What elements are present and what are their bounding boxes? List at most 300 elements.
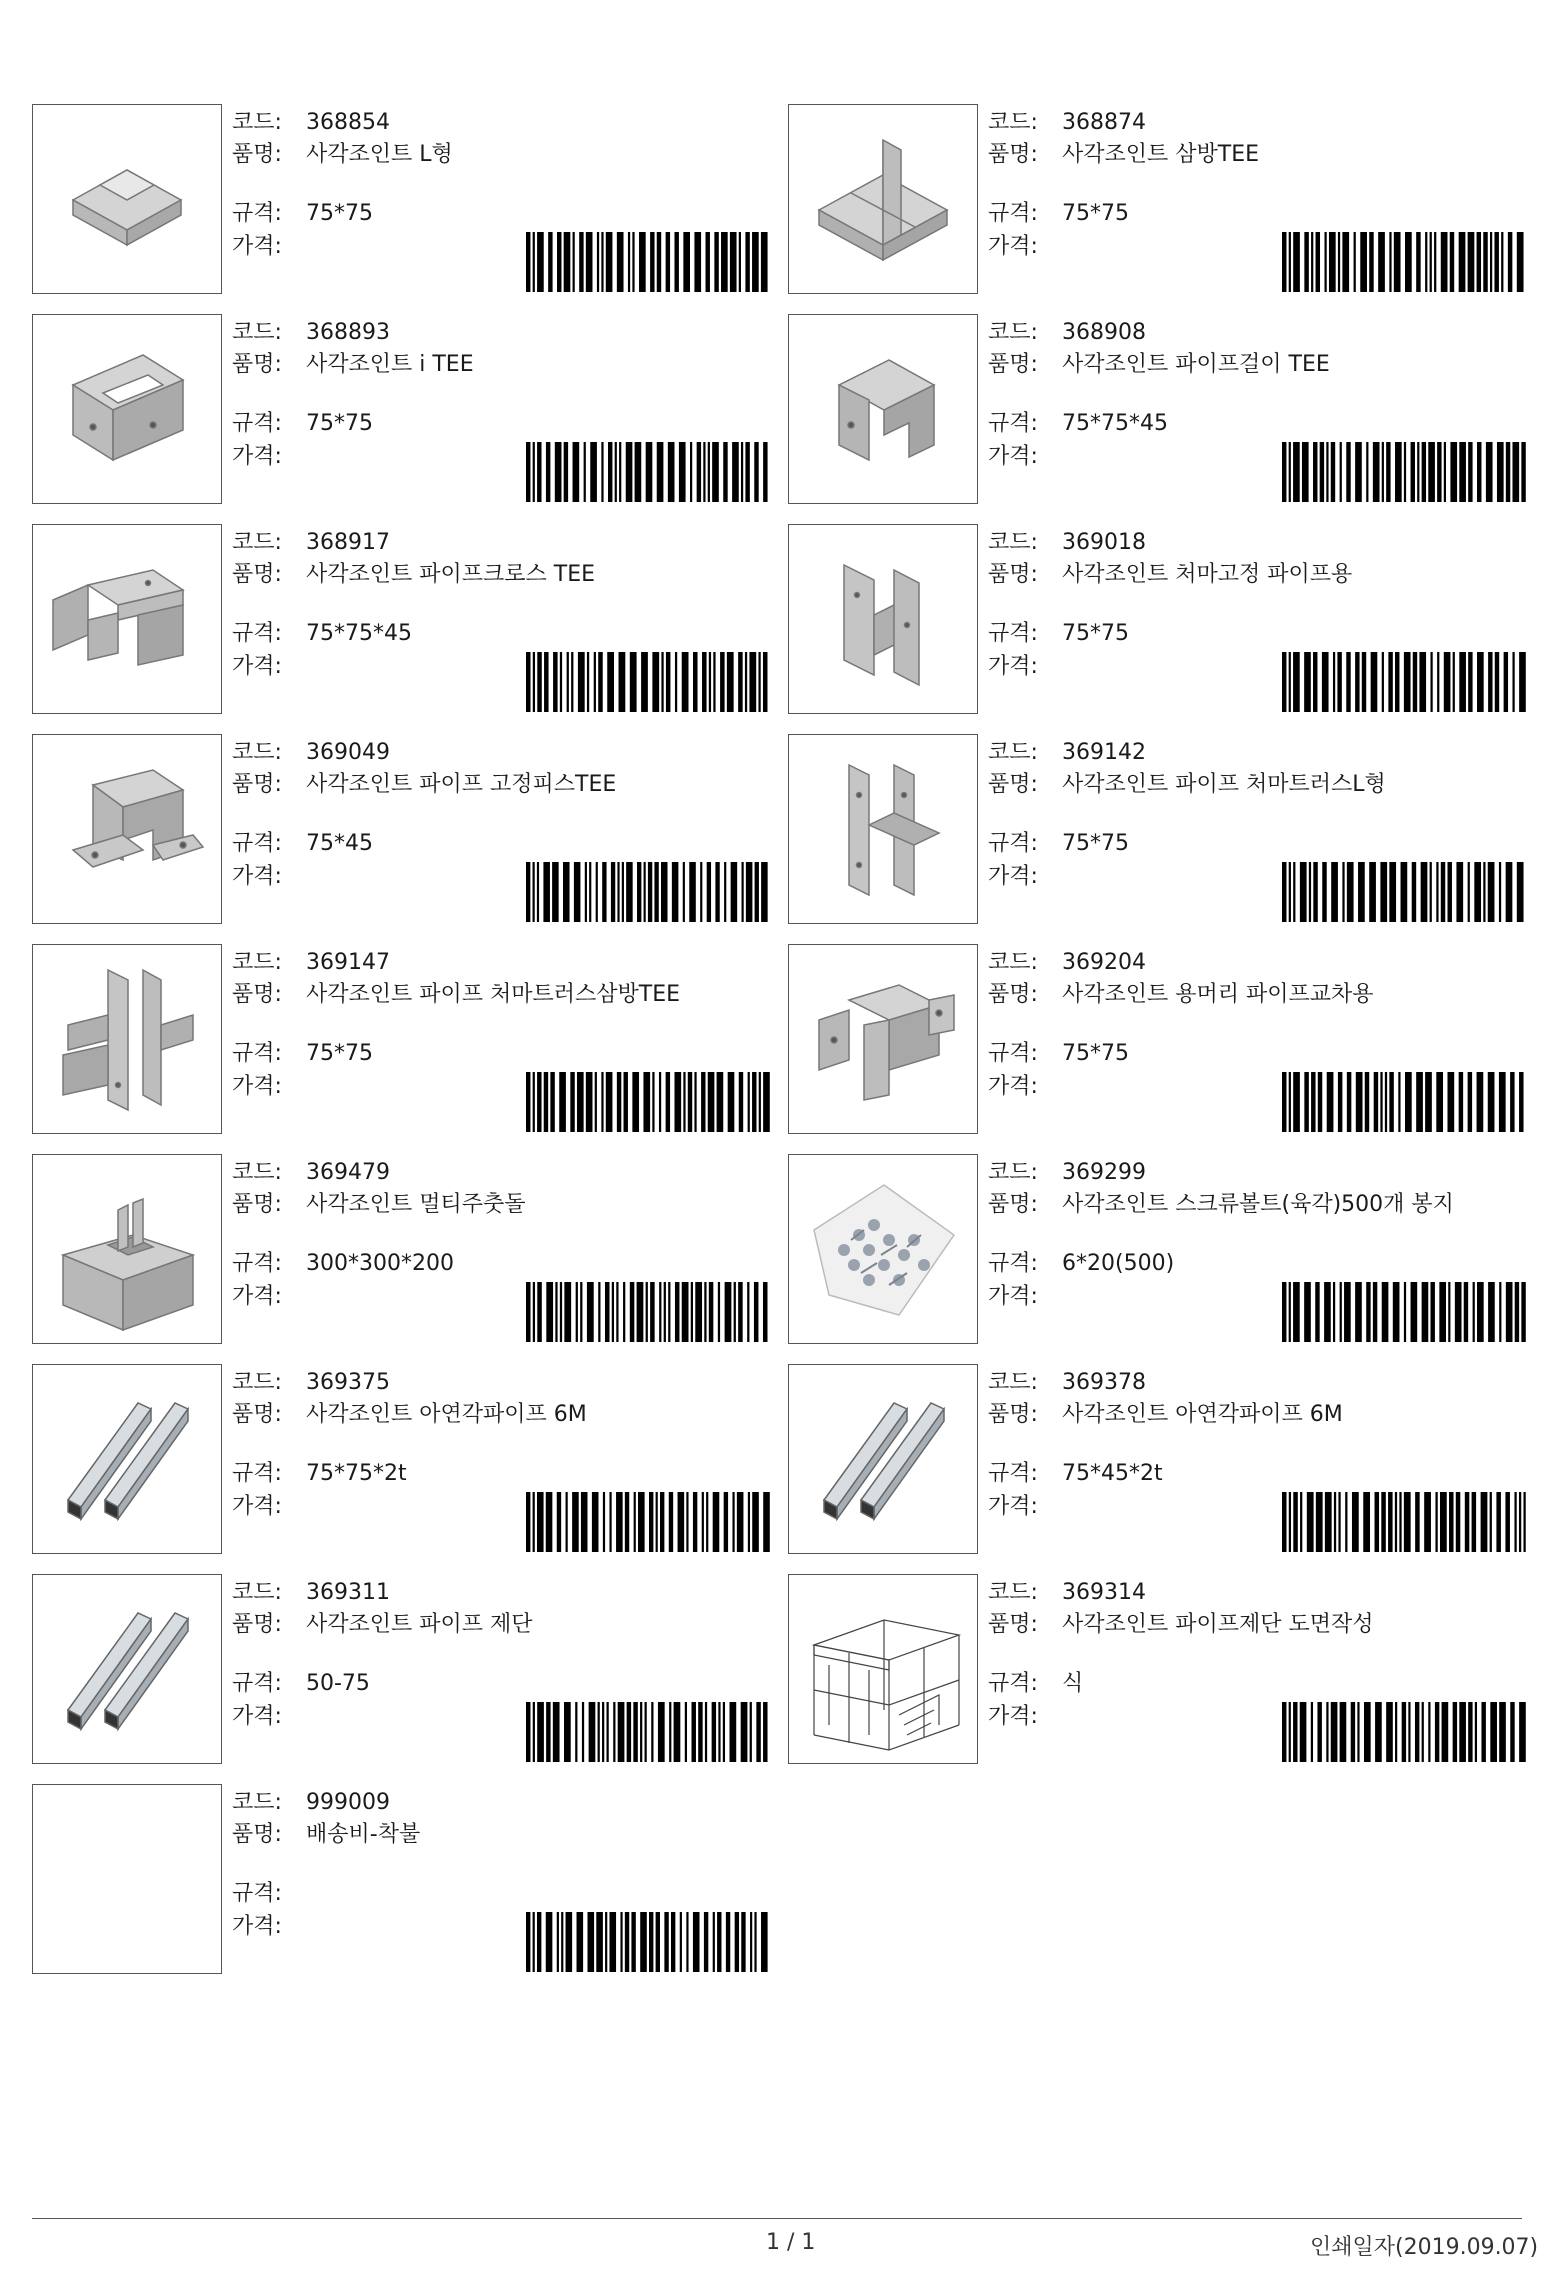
barcode-bar [686,1492,688,1552]
barcode-bar [578,652,585,712]
barcode-bar [1366,442,1368,502]
barcode-bar [1386,442,1390,502]
barcode-bar [560,652,562,712]
barcode-bar [526,652,531,712]
barcode-bar [1293,1282,1300,1342]
barcode-bar [1495,652,1499,712]
barcode-bar [725,1282,732,1342]
name-line [232,982,777,1008]
spec-label: 규격: [232,1041,282,1066]
product-image [788,1574,978,1764]
barcode-bar [1483,232,1487,292]
barcode-bar [546,1282,553,1342]
barcode-bar [526,232,530,292]
spec-line [988,201,1129,227]
spec-label: 규격: [232,201,282,226]
name-line [988,1192,1533,1218]
barcode-bar [755,862,759,922]
barcode-bar [690,442,692,502]
barcode-bar [1488,1072,1495,1132]
barcode-bar [533,232,535,292]
barcode-bar [1488,1282,1495,1342]
barcode-bar [1311,1702,1313,1762]
name-value: 사각조인트 처마고정 파이프용 [1062,562,1353,587]
barcode-bar [580,1282,582,1342]
barcode-bar [1293,1702,1297,1762]
barcode-bar [548,232,552,292]
price-line [232,1494,306,1520]
barcode-bar [596,1912,603,1972]
barcode-bar [1300,1492,1302,1552]
barcode-bar [1405,232,1412,292]
name-label: 품명: [988,1612,1038,1637]
barcode-bar [1380,862,1387,922]
barcode-bar [1282,1072,1286,1132]
product-card [788,1574,1526,1766]
price-label: 가격: [232,444,282,469]
barcode-bar [646,442,653,502]
barcode [526,1072,772,1132]
barcode-bar [632,232,634,292]
barcode-bar [639,232,646,292]
spec-line [232,1881,306,1907]
barcode-bar [1340,1282,1342,1342]
product-card [788,944,1526,1136]
barcode-bar [704,1912,708,1972]
spec-label: 규격: [988,1041,1038,1066]
barcode-bar [1354,232,1356,292]
barcode-bar [638,1492,645,1552]
barcode-bar [695,1282,702,1342]
barcode-bar [706,1492,708,1552]
barcode-bar [741,1912,745,1972]
barcode-bar [650,1282,655,1342]
barcode-bar [1371,652,1378,712]
barcode-bar [1459,442,1466,502]
barcode-bar [1490,232,1492,292]
spec-value: 75*75*45 [306,621,412,646]
barcode-bar [544,1072,548,1132]
code-line [988,1160,1146,1186]
barcode-bar [1501,232,1503,292]
barcode-bar [1512,442,1519,502]
barcode-bar [1313,652,1317,712]
barcode [1282,442,1528,502]
barcode-bar [1499,1702,1506,1762]
barcode-bar [1506,862,1513,922]
name-line [988,142,1533,168]
barcode-bar [624,1072,628,1132]
name-label: 품명: [988,1192,1038,1217]
barcode [526,442,772,502]
product-grid [32,104,1552,2004]
barcode-bar [616,1492,623,1552]
barcode-bar [702,652,707,712]
barcode-bar [584,442,586,502]
barcode-bar [1360,232,1367,292]
barcode-bar [685,1702,687,1762]
barcode-bar [1375,1492,1380,1552]
name-line [988,352,1533,378]
spec-value: 75*75*2t [306,1461,407,1486]
barcode-bar [1289,862,1291,922]
code-line [988,740,1146,766]
barcode [1282,1702,1528,1762]
barcode-bar [559,1072,566,1132]
barcode-bar [589,862,591,922]
barcode-bar [1505,1492,1510,1552]
barcode-bar [664,1912,668,1972]
barcode-bar [1320,442,1324,502]
barcode-bar [1517,862,1524,922]
barcode-bar [649,1912,653,1972]
barcode-bar [728,1072,735,1132]
code-line [232,320,390,346]
barcode-bar [741,1702,748,1762]
code-line [988,950,1146,976]
barcode-bar [1404,1492,1411,1552]
barcode-bar [1481,1492,1488,1552]
code-line [232,1370,390,1396]
barcode-bar [1309,862,1311,922]
barcode-bar [1388,652,1392,712]
code-label: 코드: [232,950,282,975]
barcode-bar [550,1072,554,1132]
barcode-bar [564,1282,571,1342]
barcode-bar [1362,652,1366,712]
spec-label: 규격: [988,201,1038,226]
barcode-bar [664,1282,666,1342]
barcode-bar [587,1282,594,1342]
spec-value: 50-75 [306,1671,370,1696]
spec-value: 75*75 [1062,1041,1129,1066]
barcode-bar [1510,1702,1514,1762]
barcode-bar [1388,1492,1393,1552]
spec-label: 규격: [988,1251,1038,1276]
barcode-bar [1402,1702,1406,1762]
barcode-bar [679,442,686,502]
barcode-bar [1399,1492,1401,1552]
barcode-bar [598,1282,600,1342]
barcode-bar [598,1702,600,1762]
barcode-bar [723,442,727,502]
barcode-bar [1289,652,1291,712]
barcode-bar [1436,862,1438,922]
barcode-bar [1289,1072,1291,1132]
barcode-bar [1408,1702,1410,1762]
code-label: 코드: [232,110,282,135]
code-line [232,1790,390,1816]
product-image [32,104,222,294]
barcode-bar [597,232,599,292]
barcode-bar [1459,232,1466,292]
barcode-bar [754,442,758,502]
barcode-bar [1430,1282,1434,1342]
barcode-bar [1440,1492,1447,1552]
barcode-bar [1404,652,1411,712]
barcode-bar [1436,1072,1443,1132]
barcode-bar [1302,442,1309,502]
barcode-bar [546,1912,553,1972]
barcode-bar [1455,1282,1462,1342]
barcode-bar [713,1912,715,1972]
barcode-bar [694,1072,696,1132]
barcode-bar [1442,1702,1449,1762]
barcode-bar [1338,1072,1342,1132]
name-line [232,1612,777,1638]
barcode-bar [602,1702,604,1762]
barcode-bar [595,1072,597,1132]
barcode-bar [1494,232,1498,292]
name-value: 사각조인트 스크류볼트(육각)500개 봉지 [1062,1192,1454,1217]
barcode-bar [1342,232,1349,292]
product-card [32,1574,770,1766]
barcode-bar [730,232,737,292]
barcode-bar [1311,1072,1315,1132]
name-label: 품명: [232,1612,282,1637]
barcode-bar [1373,442,1380,502]
name-value: 사각조인트 삼방TEE [1062,142,1259,167]
barcode-bar [1369,232,1373,292]
barcode [526,1912,772,1972]
code-value: 369299 [1062,1160,1146,1185]
name-label: 품명: [988,1402,1038,1427]
barcode-bar [1468,652,1472,712]
barcode-bar [750,1702,752,1762]
name-label: 품명: [988,982,1038,1007]
barcode-bar [1289,1492,1291,1552]
barcode-bar [1289,1702,1291,1762]
barcode-bar [1374,1072,1378,1132]
barcode-bar [617,232,624,292]
barcode-bar [745,232,749,292]
barcode-bar [1464,1282,1468,1342]
barcode-bar [607,1702,609,1762]
barcode-bar [724,862,726,922]
product-card [32,524,770,716]
barcode-bar [618,1702,625,1762]
barcode-bar [1313,862,1317,922]
barcode-bar [620,1912,622,1972]
price-label: 가격: [232,1074,282,1099]
barcode-bar [1347,1072,1351,1132]
barcode-bar [564,232,571,292]
barcode-bar [582,1702,584,1762]
barcode-bar [1293,652,1300,712]
barcode-bar [566,1912,573,1972]
barcode-bar [646,1282,648,1342]
code-line [232,950,390,976]
barcode-bar [1289,232,1291,292]
spec-line [232,831,373,857]
barcode-bar [1329,232,1336,292]
barcode-bar [732,442,739,502]
name-value: 배송비-착불 [306,1822,421,1847]
price-label: 가격: [232,1914,282,1939]
barcode-bar [1398,1072,1400,1132]
barcode-bar [537,1072,541,1132]
barcode-bar [1322,652,1329,712]
barcode-bar [588,1912,595,1972]
barcode-bar [697,442,701,502]
barcode-bar [560,1282,562,1342]
barcode-bar [1340,1702,1347,1762]
barcode-bar [738,652,743,712]
barcode-bar [1342,862,1344,922]
barcode-bar [1395,652,1399,712]
barcode-bar [628,232,630,292]
barcode-bar [635,442,642,502]
barcode-bar [537,442,541,502]
barcode-bar [659,1282,661,1342]
name-line [232,1822,777,1848]
barcode-bar [1422,1282,1429,1342]
barcode-bar [1424,1492,1431,1552]
barcode-bar [581,1492,588,1552]
barcode-bar [606,1072,613,1132]
barcode-bar [608,442,612,502]
product-image [788,1364,978,1554]
barcode-bar [735,1912,739,1972]
spec-label: 규격: [988,1461,1038,1486]
name-line [988,562,1533,588]
barcode-bar [617,862,619,922]
product-card [32,734,770,926]
barcode-bar [1517,232,1524,292]
barcode-bar [756,1702,760,1762]
code-value: 369314 [1062,1580,1146,1605]
barcode-bar [1450,442,1457,502]
name-label: 품명: [988,142,1038,167]
barcode-bar [680,1912,682,1972]
barcode-bar [1282,442,1286,502]
barcode-bar [1401,862,1408,922]
barcode-bar [1488,862,1495,922]
barcode-bar [557,232,561,292]
barcode-bar [1338,1492,1340,1552]
barcode-bar [717,1912,721,1972]
barcode-bar [537,1702,544,1762]
barcode-bar [717,1072,724,1132]
price-label: 가격: [232,864,282,889]
barcode-bar [672,862,679,922]
barcode-bar [703,442,705,502]
barcode-bar [1311,232,1313,292]
barcode-bar [571,652,573,712]
spec-value: 6*20(500) [1062,1251,1175,1276]
barcode-bar [1326,1702,1328,1762]
barcode-bar [1435,1702,1439,1762]
barcode-bar [1405,1072,1412,1132]
barcode-bar [555,1282,557,1342]
barcode-bar [683,1072,685,1132]
barcode-bar [758,652,760,712]
barcode-bar [1430,862,1432,922]
barcode-bar [1293,232,1300,292]
barcode-bar [1450,232,1454,292]
product-card [788,1364,1526,1556]
barcode-bar [526,862,530,922]
barcode-bar [1453,1702,1457,1762]
code-value: 369018 [1062,530,1146,555]
barcode-bar [1346,652,1350,712]
code-line [232,1580,390,1606]
product-image [788,1154,978,1344]
barcode-bar [1441,232,1448,292]
price-line [988,444,1062,470]
spec-line [988,1041,1129,1067]
spec-value: 75*75 [1062,621,1129,646]
barcode-bar [625,1492,629,1552]
name-line [232,562,777,588]
barcode-bar [1459,1702,1466,1762]
barcode-bar [1389,232,1391,292]
price-line [988,234,1062,260]
spec-value: 75*75 [306,411,373,436]
barcode-bar [592,1492,599,1552]
barcode-bar [601,1072,603,1132]
barcode-bar [1356,1072,1363,1132]
name-value: 사각조인트 멀티주춧돌 [306,1192,526,1217]
barcode-bar [1331,1702,1338,1762]
code-value: 368854 [306,110,390,135]
barcode-bar [661,862,668,922]
spec-value: 75*75*45 [1062,411,1168,436]
barcode-bar [666,232,670,292]
spec-line [232,1671,370,1697]
spec-value: 75*75 [306,1041,373,1066]
barcode-bar [686,1912,688,1972]
page-number: 1 / 1 [766,2230,816,2255]
barcode [526,862,772,922]
barcode-bar [1293,1492,1298,1552]
barcode-bar [643,1072,650,1132]
spec-line [232,1461,407,1487]
barcode-bar [763,1282,768,1342]
barcode-bar [1411,1282,1418,1342]
barcode-bar [1519,1702,1526,1762]
barcode-bar [1441,862,1445,922]
barcode-bar [606,232,613,292]
code-line [232,110,390,136]
price-line [232,1914,306,1940]
price-label: 가격: [988,654,1038,679]
spec-line [988,831,1129,857]
barcode-bar [1344,1282,1351,1342]
barcode-bar [626,442,633,502]
barcode-bar [611,862,615,922]
barcode-bar [533,862,535,922]
barcode-bar [552,862,559,922]
barcode-bar [637,862,641,922]
product-card [32,1784,770,1976]
product-image [32,314,222,504]
barcode-bar [748,1492,750,1552]
barcode-bar [1515,1282,1519,1342]
barcode-bar [649,1492,653,1552]
barcode-bar [1521,1282,1525,1342]
spec-line [988,1251,1174,1277]
name-value: 사각조인트 아연각파이프 6M [1062,1402,1343,1427]
barcode-bar [609,1492,611,1552]
barcode-bar [637,1282,644,1342]
barcode-bar [573,442,580,502]
code-label: 코드: [988,530,1038,555]
barcode-bar [619,442,621,502]
price-label: 가격: [232,1704,282,1729]
code-value: 369049 [306,740,390,765]
price-label: 가격: [988,1494,1038,1519]
